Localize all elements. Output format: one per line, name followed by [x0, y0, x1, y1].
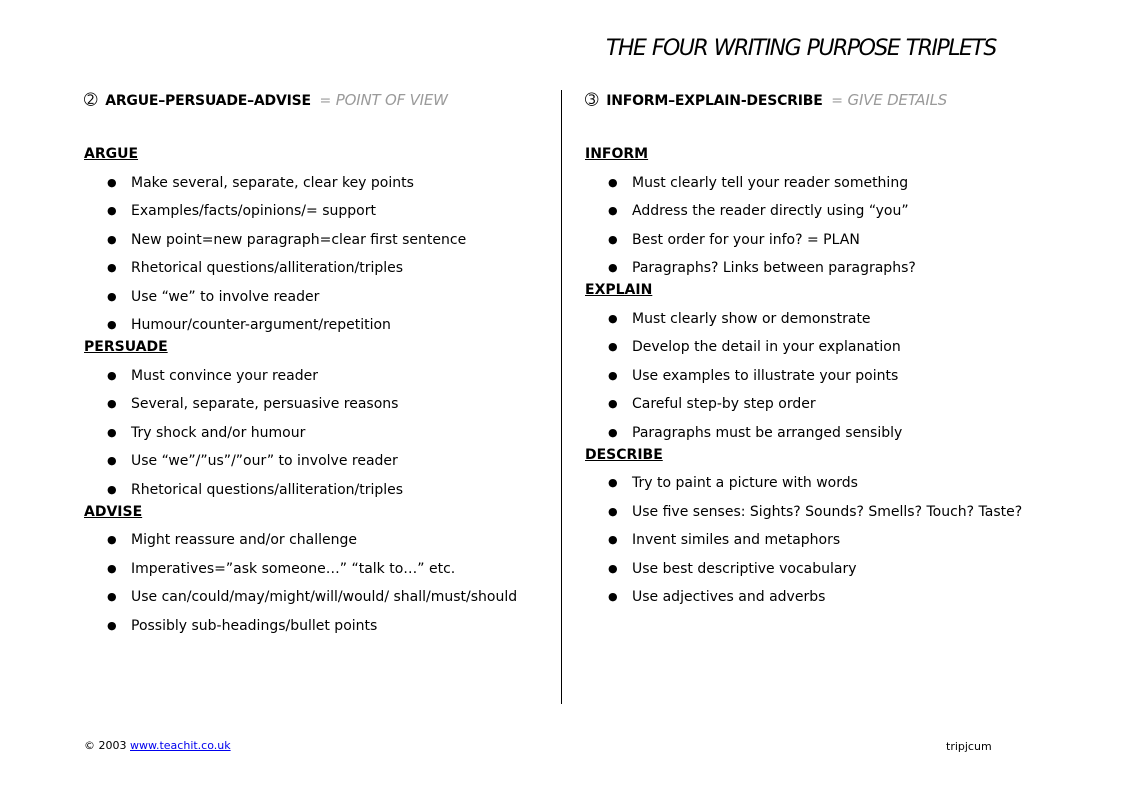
bullet-icon: ●	[608, 232, 618, 246]
list-item-text: Examples/facts/opinions/= support	[131, 203, 376, 219]
list-item-text: Try shock and/or humour	[131, 424, 306, 441]
list-item	[585, 366, 1035, 386]
bullet-icon: ●	[107, 482, 117, 496]
list-item	[585, 337, 1035, 357]
list-item	[84, 451, 534, 471]
list-item	[585, 502, 1035, 522]
list-item	[84, 287, 534, 307]
copyright-text: © 2003	[84, 739, 127, 752]
list-item-text: Best order for your info? = PLAN	[632, 231, 860, 248]
bullet-icon: ●	[107, 204, 117, 217]
list-item-text: Try to paint a picture with words	[632, 475, 858, 491]
list-item-text: Use adjectives and adverbs	[632, 589, 826, 605]
bullet-list	[84, 173, 534, 336]
list-item	[585, 309, 1035, 329]
list-item	[84, 366, 534, 386]
bullet-icon: ●	[107, 618, 117, 632]
bullet-icon: ●	[608, 368, 618, 382]
bullet-icon: ●	[107, 175, 117, 189]
left-column	[84, 88, 534, 636]
list-item	[585, 173, 1035, 193]
list-item-text: Imperatives=”ask someone…” “talk to…” etc.	[131, 560, 456, 577]
bullet-icon: ●	[107, 397, 117, 410]
list-item-text: Use can/could/may/might/will/would/ shall/must/should	[131, 589, 518, 605]
column-heading	[84, 88, 534, 112]
bullet-icon: ●	[608, 533, 618, 546]
list-item-text: Use “we” to involve reader	[131, 288, 320, 305]
bullet-icon: ●	[107, 368, 117, 382]
list-item	[585, 473, 1035, 493]
page-title: THE FOUR WRITING PURPOSE TRIPLETS	[606, 36, 996, 61]
bullet-icon: ●	[608, 590, 618, 603]
list-item	[585, 423, 1035, 443]
list-item	[84, 559, 534, 579]
list-item-text: Address the reader directly using “you”	[632, 203, 909, 219]
column-focus: GIVE DETAILS	[847, 91, 948, 109]
bullet-icon: ●	[107, 590, 117, 603]
bullet-icon: ●	[608, 340, 618, 353]
list-item	[585, 559, 1035, 579]
list-item	[84, 201, 534, 221]
bullet-icon: ●	[608, 204, 618, 217]
column-divider	[561, 90, 562, 704]
list-item	[84, 315, 534, 335]
list-item-text: Use best descriptive vocabulary	[632, 560, 857, 577]
bullet-icon: ●	[608, 175, 618, 189]
list-item-text: Careful step-by step order	[632, 396, 816, 412]
list-item-text: Possibly sub-headings/bullet points	[131, 617, 378, 634]
list-item-text: Might reassure and/or challenge	[131, 532, 358, 548]
section-argue	[84, 144, 534, 335]
bullet-icon: ●	[107, 261, 117, 274]
bullet-list	[84, 366, 534, 500]
list-item	[84, 480, 534, 500]
list-item-text: Use examples to illustrate your points	[632, 367, 899, 384]
list-item	[585, 587, 1035, 607]
list-item-text: New point=new paragraph=clear first sentence	[131, 231, 467, 248]
section-heading: PERSUADE	[84, 339, 168, 355]
list-item-text: Rhetorical questions/alliteration/triples	[131, 481, 404, 498]
list-item-text: Make several, separate, clear key points	[131, 174, 414, 191]
bullet-icon: ●	[608, 397, 618, 410]
bullet-list	[84, 530, 534, 636]
teachit-link[interactable]: www.teachit.co.uk	[130, 739, 231, 752]
bullet-icon: ●	[608, 261, 618, 274]
bullet-list	[585, 173, 1035, 279]
equals-sign: =	[319, 93, 332, 109]
list-item	[585, 394, 1035, 414]
list-item-text: Use “we”/”us”/”our” to involve reader	[131, 453, 398, 469]
bullet-icon: ●	[608, 476, 618, 489]
section-persuade	[84, 337, 534, 500]
right-column	[585, 88, 1035, 607]
left-sections	[84, 144, 534, 636]
bullet-icon: ●	[107, 561, 117, 575]
column-focus: POINT OF VIEW	[335, 91, 448, 109]
bullet-list	[585, 309, 1035, 443]
list-item	[585, 230, 1035, 250]
section-heading: ARGUE	[84, 146, 139, 162]
list-item-text: Paragraphs? Links between paragraphs?	[632, 260, 916, 276]
list-item	[585, 530, 1035, 550]
list-item-text: Several, separate, persuasive reasons	[131, 396, 399, 412]
section-heading: INFORM	[585, 146, 649, 162]
footer-copyright	[84, 739, 231, 752]
bullet-icon: ●	[107, 289, 117, 303]
bullet-icon: ●	[608, 561, 618, 575]
bullet-icon: ●	[107, 232, 117, 246]
list-item	[84, 587, 534, 607]
list-item-text: Invent similes and metaphors	[632, 532, 841, 548]
column-heading	[585, 88, 1035, 112]
list-item	[84, 230, 534, 250]
bullet-icon: ●	[107, 425, 117, 439]
bullet-icon: ●	[107, 318, 117, 331]
list-item-text: Rhetorical questions/alliteration/triples	[131, 260, 404, 276]
section-advise	[84, 502, 534, 636]
section-inform	[585, 144, 1035, 278]
list-item-text: Must clearly tell your reader something	[632, 174, 909, 191]
column-heading-label: ARGUE–PERSUADE–ADVISE	[105, 93, 311, 109]
bullet-list	[585, 473, 1035, 607]
column-heading-label: INFORM–EXPLAIN-DESCRIBE	[606, 93, 823, 109]
list-item-text: Humour/counter-argument/repetition	[131, 317, 391, 333]
bullet-icon: ●	[107, 533, 117, 546]
bullet-icon: ●	[608, 311, 618, 325]
circled-number-3-icon: ➂	[585, 90, 599, 109]
list-item-text: Use five senses: Sights? Sounds? Smells? Touch? Taste?	[632, 503, 1023, 520]
section-explain	[585, 280, 1035, 443]
list-item	[84, 530, 534, 550]
list-item	[84, 258, 534, 278]
list-item	[585, 258, 1035, 278]
footer-code: tripjcum	[946, 740, 992, 753]
list-item	[84, 394, 534, 414]
bullet-icon: ●	[608, 425, 618, 439]
section-heading: ADVISE	[84, 503, 143, 520]
section-describe	[585, 445, 1035, 608]
right-sections	[585, 144, 1035, 607]
circled-number-2-icon: ➁	[84, 90, 98, 109]
bullet-icon: ●	[107, 454, 117, 467]
list-item	[84, 616, 534, 636]
section-heading: EXPLAIN	[585, 282, 653, 298]
list-item-text: Must convince your reader	[131, 367, 318, 384]
list-item	[84, 423, 534, 443]
list-item-text: Develop the detail in your explanation	[632, 339, 901, 355]
list-item	[84, 173, 534, 193]
list-item	[585, 201, 1035, 221]
equals-sign: =	[831, 93, 843, 109]
list-item-text: Paragraphs must be arranged sensibly	[632, 424, 903, 441]
bullet-icon: ●	[608, 504, 618, 518]
list-item-text: Must clearly show or demonstrate	[632, 310, 871, 327]
section-heading: DESCRIBE	[585, 446, 663, 463]
